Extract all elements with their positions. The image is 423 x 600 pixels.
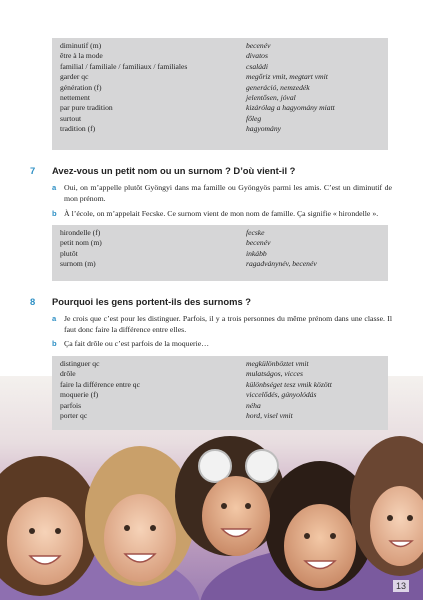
vocab-hungarian: néha (246, 400, 261, 410)
vocab-row (60, 380, 380, 390)
vocab-row (60, 359, 380, 369)
vocab-row (60, 411, 380, 421)
vocab-row (60, 259, 380, 269)
vocab-box-bottom (52, 356, 388, 430)
vocab-french: tradition (f) (60, 124, 96, 134)
vocab-french: petit nom (m) (60, 238, 102, 248)
vocab-row (60, 51, 380, 61)
vocab-french: surnom (m) (60, 259, 96, 269)
answer-8b (52, 338, 392, 349)
question-8 (30, 296, 251, 307)
answer-text: Oui, on m’appelle plutôt Gyöngyi dans ma famille ou Gyöngyös parmi les amis. C’est un diminutif de mon prénom. (64, 183, 392, 204)
vocab-french: garder qc (60, 72, 89, 82)
vocab-row (60, 114, 380, 124)
vocab-row (60, 124, 380, 134)
vocab-french: porter qc (60, 411, 88, 421)
vocab-hungarian: fecske (246, 228, 265, 237)
vocab-french: par pure tradition (60, 103, 113, 113)
vocab-row (60, 83, 380, 93)
vocab-row (60, 103, 380, 113)
question-number: 7 (30, 165, 36, 176)
vocab-hungarian: ragadványnév, becenév (246, 259, 317, 269)
vocab-french: nettement (60, 93, 90, 103)
vocab-french: parfois (60, 400, 82, 410)
vocab-hungarian: megőriz vmit, megtart vmit (246, 72, 328, 82)
vocab-french: moquerie (f) (60, 390, 99, 400)
vocab-row (60, 72, 380, 82)
answer-label: a (52, 183, 57, 192)
vocab-row (60, 228, 380, 238)
answer-8a (52, 313, 392, 336)
answer-label: a (52, 314, 57, 323)
vocab-french: distinguer qc (60, 359, 100, 368)
vocab-french: être à la mode (60, 51, 103, 61)
vocab-hungarian: inkább (246, 248, 267, 258)
vocab-french: génération (f) (60, 82, 102, 92)
vocab-french: familial / familiale / familiaux / familiales (60, 61, 188, 71)
vocab-row (60, 41, 380, 51)
answer-text: Je crois que c’est pour les distinguer. Parfois, il y a trois personnes du même prénom dans une classe. Il faut donc faire la différence entre elles. (64, 314, 392, 335)
vocab-row (60, 401, 380, 411)
answer-label: b (52, 339, 57, 348)
vocab-row (60, 93, 380, 103)
vocab-hungarian: jelentősen, jóval (246, 93, 296, 103)
question-text: Pourquoi les gens portent-ils des surnoms ? (52, 296, 251, 307)
vocab-hungarian: viccelődés, gúnyolódás (246, 390, 317, 400)
answer-text: À l’école, on m’appelait Fecske. Ce surnom vient de mon nom de famille. Ça signifie « hirondelle ». (64, 209, 379, 218)
answer-label: b (52, 209, 57, 218)
vocab-hungarian: divatos (246, 51, 268, 61)
vocab-french: hirondelle (f) (60, 228, 101, 237)
vocab-hungarian: mulatságos, vicces (246, 369, 303, 379)
vocab-french: diminutif (m) (60, 41, 102, 50)
vocab-french: plutôt (60, 248, 78, 258)
vocab-row (60, 62, 380, 72)
vocab-row (60, 238, 380, 248)
vocab-french: faire la différence entre qc (60, 379, 140, 389)
vocab-row (60, 390, 380, 400)
question-text: Avez-vous un petit nom ou un surnom ? D’où vient-il ? (52, 165, 296, 176)
vocab-box-top (52, 38, 388, 150)
vocab-hungarian: kizárólag a hagyomány miatt (246, 103, 335, 113)
question-number: 8 (30, 296, 36, 307)
vocab-box-middle (52, 225, 388, 281)
answer-7a (52, 182, 392, 205)
answer-7b (52, 208, 392, 219)
question-7 (30, 165, 295, 176)
vocab-hungarian: főleg (246, 113, 262, 123)
vocab-french: surtout (60, 113, 82, 123)
vocab-hungarian: generáció, nemzedék (246, 82, 310, 92)
vocab-hungarian: különbséget tesz vmik között (246, 379, 332, 389)
vocab-hungarian: családi (246, 61, 268, 71)
vocab-french: drôle (60, 369, 76, 379)
vocab-hungarian: hagyomány (246, 124, 282, 134)
vocab-row (60, 249, 380, 259)
vocab-hungarian: becenév (246, 238, 271, 248)
answer-text: Ça fait drôle ou c’est parfois de la moquerie… (64, 339, 210, 348)
vocab-hungarian: hord, visel vmit (246, 411, 293, 421)
vocab-hungarian: becenév (246, 41, 271, 50)
vocab-row (60, 369, 380, 379)
page-number: 13 (393, 580, 409, 592)
vocab-hungarian: megkülönböztet vmit (246, 359, 309, 368)
